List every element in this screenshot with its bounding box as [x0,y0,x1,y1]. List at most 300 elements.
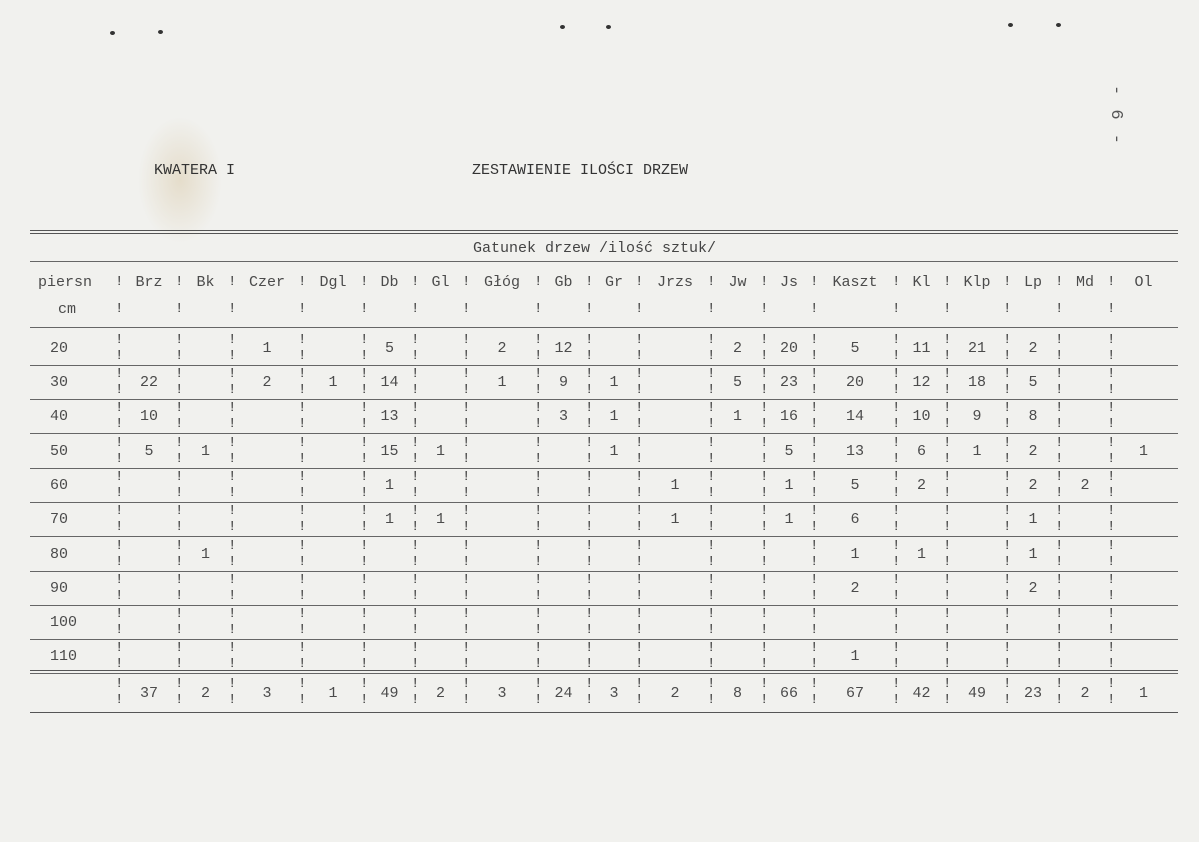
column-header-4: Dgl [319,274,347,291]
column-separator: ! [228,622,237,638]
column-separator: ! [707,435,716,451]
column-separator: ! [360,451,369,467]
column-separator: ! [462,622,471,638]
column-separator: ! [1003,348,1012,364]
column-separator: ! [175,622,184,638]
count-cell: 1 [784,477,794,494]
column-separator: ! [298,400,307,416]
column-separator: ! [175,416,184,432]
count-cell: 8 [1028,408,1038,425]
column-separator: ! [635,332,644,348]
total-cell: 37 [139,685,158,702]
page-number-text: - 6 - [1105,84,1125,146]
column-separator: ! [360,519,369,535]
column-separator: ! [228,382,237,398]
total-cell: 2 [1080,685,1090,702]
column-separator: ! [943,469,952,485]
column-separator: ! [810,332,819,348]
count-cell: 1 [328,374,338,391]
column-separator: ! [1003,676,1012,692]
column-separator: ! [943,640,952,656]
column-separator: ! [1003,656,1012,672]
column-separator: ! [892,622,901,638]
total-cell: 66 [779,685,798,702]
column-separator: ! [1055,656,1064,672]
column-separator: ! [635,656,644,672]
column-separator: ! [707,451,716,467]
column-separator: ! [1107,274,1116,290]
column-separator: ! [115,274,124,290]
count-cell: 20 [845,374,864,391]
column-separator: ! [707,274,716,290]
column-separator: ! [943,348,952,364]
column-separator: ! [462,400,471,416]
column-separator: ! [1003,485,1012,501]
caption-rule [30,261,1178,262]
column-separator: ! [810,485,819,501]
column-separator: ! [411,692,420,708]
column-separator: ! [115,469,124,485]
column-separator: ! [892,435,901,451]
column-separator: ! [115,676,124,692]
column-separator: ! [1003,554,1012,570]
total-cell: 67 [845,685,864,702]
column-separator: ! [760,588,769,604]
column-separator: ! [760,416,769,432]
count-cell: 2 [497,340,507,357]
column-separator: ! [175,554,184,570]
count-cell: 1 [262,340,272,357]
column-separator: ! [810,348,819,364]
column-header-6: Gl [431,274,450,291]
column-separator: ! [462,538,471,554]
column-separator: ! [411,332,420,348]
column-separator: ! [462,469,471,485]
column-separator: ! [360,572,369,588]
column-separator: ! [585,332,594,348]
column-separator: ! [585,656,594,672]
column-separator: ! [707,469,716,485]
column-separator: ! [943,588,952,604]
column-separator: ! [298,348,307,364]
column-separator: ! [360,692,369,708]
total-cell: 8 [732,685,742,702]
column-separator: ! [1003,519,1012,535]
column-separator: ! [298,451,307,467]
column-separator: ! [1107,469,1116,485]
column-separator: ! [115,451,124,467]
column-separator: ! [360,348,369,364]
column-separator: ! [635,435,644,451]
column-separator: ! [115,606,124,622]
column-separator: ! [943,382,952,398]
column-separator: ! [115,503,124,519]
column-separator: ! [760,382,769,398]
column-separator: ! [943,416,952,432]
diameter-cell: 60 [50,477,69,494]
column-separator: ! [760,692,769,708]
column-separator: ! [810,435,819,451]
column-separator: ! [892,606,901,622]
count-cell: 5 [384,340,394,357]
column-separator: ! [1003,366,1012,382]
column-separator: ! [585,554,594,570]
column-separator: ! [1055,640,1064,656]
count-cell: 2 [1028,580,1038,597]
column-separator: ! [534,435,543,451]
column-separator: ! [298,519,307,535]
punch-hole-mark [1056,23,1061,27]
count-cell: 14 [845,408,864,425]
column-separator: ! [462,366,471,382]
column-separator: ! [228,348,237,364]
column-separator: ! [1055,622,1064,638]
column-separator: ! [810,692,819,708]
column-separator: ! [228,416,237,432]
column-separator: ! [1055,382,1064,398]
count-cell: 2 [1028,443,1038,460]
diameter-cell: 110 [50,648,78,665]
column-separator: ! [635,588,644,604]
column-separator: ! [810,588,819,604]
column-separator: ! [462,348,471,364]
column-separator: ! [534,485,543,501]
column-separator: ! [534,469,543,485]
column-separator: ! [585,301,594,317]
column-separator: ! [298,469,307,485]
column-separator: ! [943,451,952,467]
column-separator: ! [228,451,237,467]
total-cell: 1 [328,685,338,702]
column-separator: ! [810,382,819,398]
column-separator: ! [360,382,369,398]
column-separator: ! [115,640,124,656]
count-cell: 5 [850,340,860,357]
column-separator: ! [1055,692,1064,708]
column-separator: ! [760,400,769,416]
column-separator: ! [228,640,237,656]
column-separator: ! [635,606,644,622]
column-separator: ! [360,416,369,432]
count-cell: 1 [916,546,926,563]
diameter-cell: 40 [50,408,69,425]
column-separator: ! [1107,400,1116,416]
column-separator: ! [760,656,769,672]
column-separator: ! [115,348,124,364]
column-separator: ! [298,692,307,708]
column-separator: ! [707,676,716,692]
column-separator: ! [943,485,952,501]
column-separator: ! [462,274,471,290]
column-separator: ! [360,274,369,290]
column-separator: ! [760,640,769,656]
column-separator: ! [810,640,819,656]
column-separator: ! [1003,435,1012,451]
diameter-cell: 20 [50,340,69,357]
column-separator: ! [462,606,471,622]
column-separator: ! [534,451,543,467]
column-separator: ! [635,503,644,519]
column-separator: ! [635,451,644,467]
column-separator: ! [892,519,901,535]
count-cell: 1 [670,477,680,494]
column-separator: ! [228,332,237,348]
column-separator: ! [534,656,543,672]
column-separator: ! [1055,348,1064,364]
column-separator: ! [892,400,901,416]
quarter-label: KWATERA I [154,162,236,179]
column-separator: ! [228,469,237,485]
total-cell: 2 [670,685,680,702]
count-cell: 5 [1028,374,1038,391]
column-header-16: Lp [1023,274,1042,291]
column-separator: ! [360,640,369,656]
column-separator: ! [892,692,901,708]
column-separator: ! [585,485,594,501]
diameter-cell: 80 [50,546,69,563]
column-separator: ! [760,348,769,364]
column-separator: ! [462,519,471,535]
column-separator: ! [411,435,420,451]
column-separator: ! [1107,503,1116,519]
column-separator: ! [1055,606,1064,622]
column-separator: ! [175,274,184,290]
column-separator: ! [115,435,124,451]
column-header-8: Gb [554,274,573,291]
column-separator: ! [635,416,644,432]
column-separator: ! [810,676,819,692]
column-separator: ! [360,503,369,519]
column-separator: ! [175,640,184,656]
column-separator: ! [228,676,237,692]
column-separator: ! [707,519,716,535]
count-cell: 9 [972,408,982,425]
column-separator: ! [1055,400,1064,416]
count-cell: 16 [779,408,798,425]
column-separator: ! [943,332,952,348]
column-separator: ! [115,554,124,570]
column-separator: ! [175,400,184,416]
column-header-10: Jrzs [656,274,693,291]
row-rule [30,536,1178,537]
count-cell: 2 [262,374,272,391]
column-separator: ! [707,400,716,416]
column-separator: ! [411,519,420,535]
column-header-13: Kaszt [832,274,878,291]
column-separator: ! [892,676,901,692]
column-separator: ! [115,519,124,535]
column-separator: ! [534,676,543,692]
column-separator: ! [534,572,543,588]
column-separator: ! [585,348,594,364]
column-separator: ! [1055,416,1064,432]
column-separator: ! [707,301,716,317]
column-separator: ! [585,588,594,604]
column-separator: ! [635,366,644,382]
column-separator: ! [175,382,184,398]
column-separator: ! [892,656,901,672]
column-separator: ! [228,538,237,554]
column-separator: ! [115,485,124,501]
column-separator: ! [360,538,369,554]
column-separator: ! [360,606,369,622]
column-separator: ! [892,640,901,656]
column-separator: ! [115,622,124,638]
column-separator: ! [1107,366,1116,382]
diameter-cell: 90 [50,580,69,597]
count-cell: 6 [850,511,860,528]
column-separator: ! [175,692,184,708]
column-separator: ! [228,656,237,672]
column-separator: ! [175,485,184,501]
column-separator: ! [298,366,307,382]
column-separator: ! [360,676,369,692]
column-separator: ! [298,572,307,588]
column-separator: ! [760,519,769,535]
column-separator: ! [943,676,952,692]
count-cell: 1 [497,374,507,391]
column-separator: ! [411,503,420,519]
column-separator: ! [585,606,594,622]
column-separator: ! [1003,469,1012,485]
count-cell: 1 [670,511,680,528]
column-separator: ! [360,400,369,416]
column-separator: ! [360,301,369,317]
column-separator: ! [298,622,307,638]
count-cell: 20 [779,340,798,357]
column-separator: ! [635,640,644,656]
row-rule [30,673,1178,674]
column-separator: ! [635,400,644,416]
column-separator: ! [635,469,644,485]
column-separator: ! [1055,469,1064,485]
column-separator: ! [943,656,952,672]
count-cell: 18 [967,374,986,391]
column-separator: ! [534,382,543,398]
column-separator: ! [1107,435,1116,451]
column-separator: ! [1003,588,1012,604]
column-separator: ! [585,382,594,398]
column-header-15: Klp [963,274,991,291]
column-separator: ! [228,366,237,382]
column-separator: ! [298,382,307,398]
column-separator: ! [411,382,420,398]
column-separator: ! [943,301,952,317]
column-separator: ! [462,451,471,467]
count-cell: 10 [139,408,158,425]
column-separator: ! [360,588,369,604]
column-separator: ! [411,656,420,672]
column-separator: ! [175,606,184,622]
column-separator: ! [462,572,471,588]
column-separator: ! [1003,451,1012,467]
column-separator: ! [228,588,237,604]
column-separator: ! [707,348,716,364]
column-header-9: Gr [604,274,623,291]
column-separator: ! [115,366,124,382]
count-cell: 1 [384,511,394,528]
column-separator: ! [635,538,644,554]
total-cell: 49 [967,685,986,702]
column-separator: ! [760,274,769,290]
column-separator: ! [760,622,769,638]
column-separator: ! [810,503,819,519]
column-header-1: Brz [135,274,163,291]
column-separator: ! [585,435,594,451]
column-separator: ! [585,503,594,519]
column-header-5: Db [380,274,399,291]
column-separator: ! [635,554,644,570]
column-separator: ! [298,503,307,519]
column-separator: ! [585,538,594,554]
table-top-rule [30,233,1178,234]
column-separator: ! [943,554,952,570]
column-separator: ! [707,382,716,398]
column-separator: ! [810,274,819,290]
column-separator: ! [411,538,420,554]
total-cell: 3 [497,685,507,702]
column-separator: ! [360,435,369,451]
column-separator: ! [534,301,543,317]
count-cell: 5 [732,374,742,391]
column-separator: ! [175,348,184,364]
column-separator: ! [115,400,124,416]
column-separator: ! [760,366,769,382]
column-separator: ! [1107,485,1116,501]
count-cell: 3 [558,408,568,425]
column-separator: ! [228,435,237,451]
column-separator: ! [1003,332,1012,348]
column-header-17: Md [1075,274,1094,291]
column-header-18: Ol [1134,274,1153,291]
column-header-14: Kl [912,274,931,291]
column-separator: ! [411,588,420,604]
column-separator: ! [411,572,420,588]
count-cell: 1 [609,374,619,391]
column-separator: ! [411,274,420,290]
column-separator: ! [635,692,644,708]
total-cell: 3 [262,685,272,702]
column-separator: ! [585,469,594,485]
column-separator: ! [1055,451,1064,467]
total-cell: 3 [609,685,619,702]
column-separator: ! [810,451,819,467]
count-cell: 6 [916,443,926,460]
column-separator: ! [1003,301,1012,317]
column-separator: ! [635,485,644,501]
column-separator: ! [635,382,644,398]
column-separator: ! [943,503,952,519]
column-separator: ! [760,451,769,467]
column-separator: ! [228,692,237,708]
column-separator: ! [1055,588,1064,604]
column-separator: ! [760,538,769,554]
column-separator: ! [462,588,471,604]
column-separator: ! [1107,656,1116,672]
column-separator: ! [1055,554,1064,570]
total-cell: 2 [200,685,210,702]
count-cell: 1 [972,443,982,460]
column-separator: ! [1055,274,1064,290]
count-cell: 21 [967,340,986,357]
column-separator: ! [298,676,307,692]
column-separator: ! [810,416,819,432]
column-separator: ! [760,606,769,622]
column-separator: ! [175,301,184,317]
punch-hole-mark [1008,23,1013,27]
column-separator: ! [892,538,901,554]
column-separator: ! [1003,606,1012,622]
